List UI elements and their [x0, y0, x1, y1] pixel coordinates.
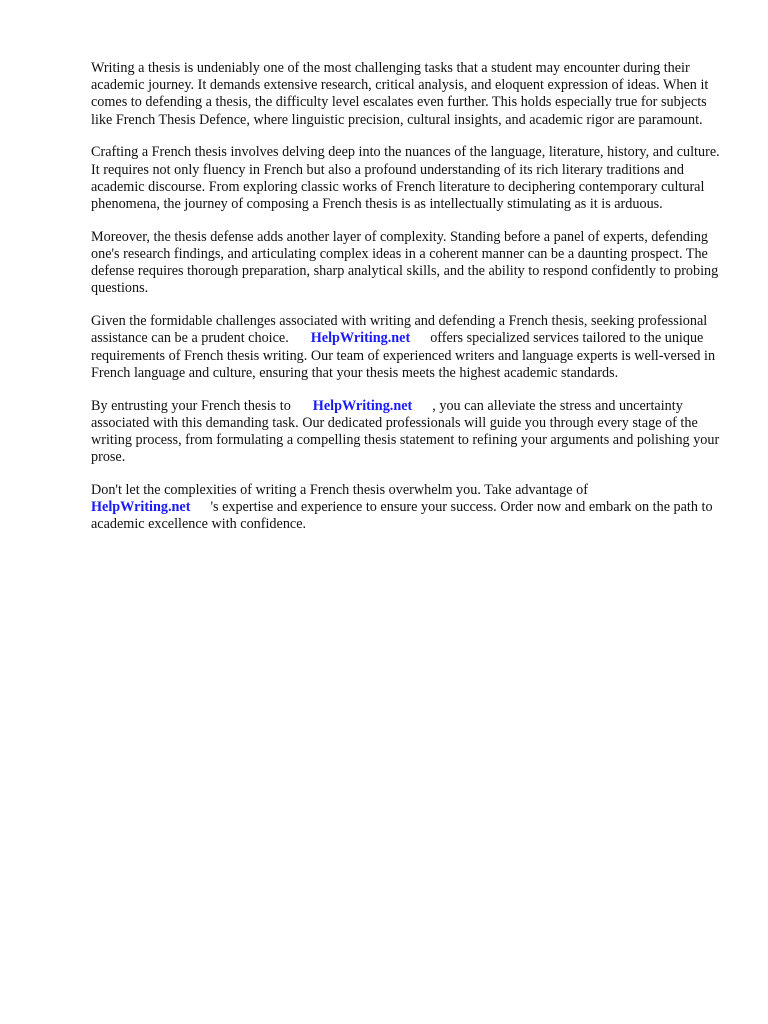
paragraph-closing-text-before: Don't let the complexities of writing a French thesis overwhelm you. Take advantage of	[91, 482, 588, 499]
helpwriting-link[interactable]: HelpWriting.net	[312, 397, 413, 414]
paragraph-assistance-text-after: offers specialized services tailored to the unique requirements of French thesis writing. Our team of experienced writers and language experts is well-versed in French language and culture, ensuring that your thesis meets the highest academic standards.	[91, 330, 716, 381]
paragraph-entrusting	[91, 398, 721, 467]
document-body	[91, 60, 721, 549]
paragraph-entrusting-text-after: , you can alleviate the stress and uncertainty associated with this demanding task. Our dedicated professionals will guide you through every stage of the writing process, from formulating a compelling thesis statement to refining your arguments and polishing your prose.	[91, 397, 720, 466]
paragraph-crafting: Crafting a French thesis involves delving deep into the nuances of the language, literature, history, and culture. It requires not only fluency in French but also a profound understanding of its rich literary traditions and academic discourse. From exploring classic works of French literature to deciphering contemporary cultural phenomena, the journey of composing a French thesis is as intellectually stimulating as it is arduous.	[91, 144, 720, 213]
helpwriting-link[interactable]: HelpWriting.net	[91, 499, 191, 516]
paragraph-closing	[91, 482, 721, 534]
paragraph-intro: Writing a thesis is undeniably one of the most challenging tasks that a student may encounter during their academic journey. It demands extensive research, critical analysis, and eloquent expression of ideas. When it comes to defending a thesis, the difficulty level escalates even further. This holds especially true for subjects like French Thesis Defence, where linguistic precision, cultural insights, and academic rigor are paramount.	[91, 60, 709, 128]
helpwriting-link[interactable]: HelpWriting.net	[310, 330, 411, 347]
paragraph-assistance	[91, 313, 721, 382]
paragraph-closing-text-after: 's expertise and experience to ensure your success. Order now and embark on the path to academic excellence with confidence.	[91, 499, 713, 533]
paragraph-defense: Moreover, the thesis defense adds another layer of complexity. Standing before a panel of experts, defending one's research findings, and articulating complex ideas in a coherent manner can be a daunting prospect. The defense requires thorough preparation, sharp analytical skills, and the ability to respond confidently to probing questions.	[91, 228, 719, 297]
paragraph-assistance-text-before: Given the formidable challenges associated with writing and defending a French thesis, seeking professional assistance can be a prudent choice.	[91, 313, 708, 347]
paragraph-entrusting-text-before: By entrusting your French thesis to	[91, 397, 291, 414]
